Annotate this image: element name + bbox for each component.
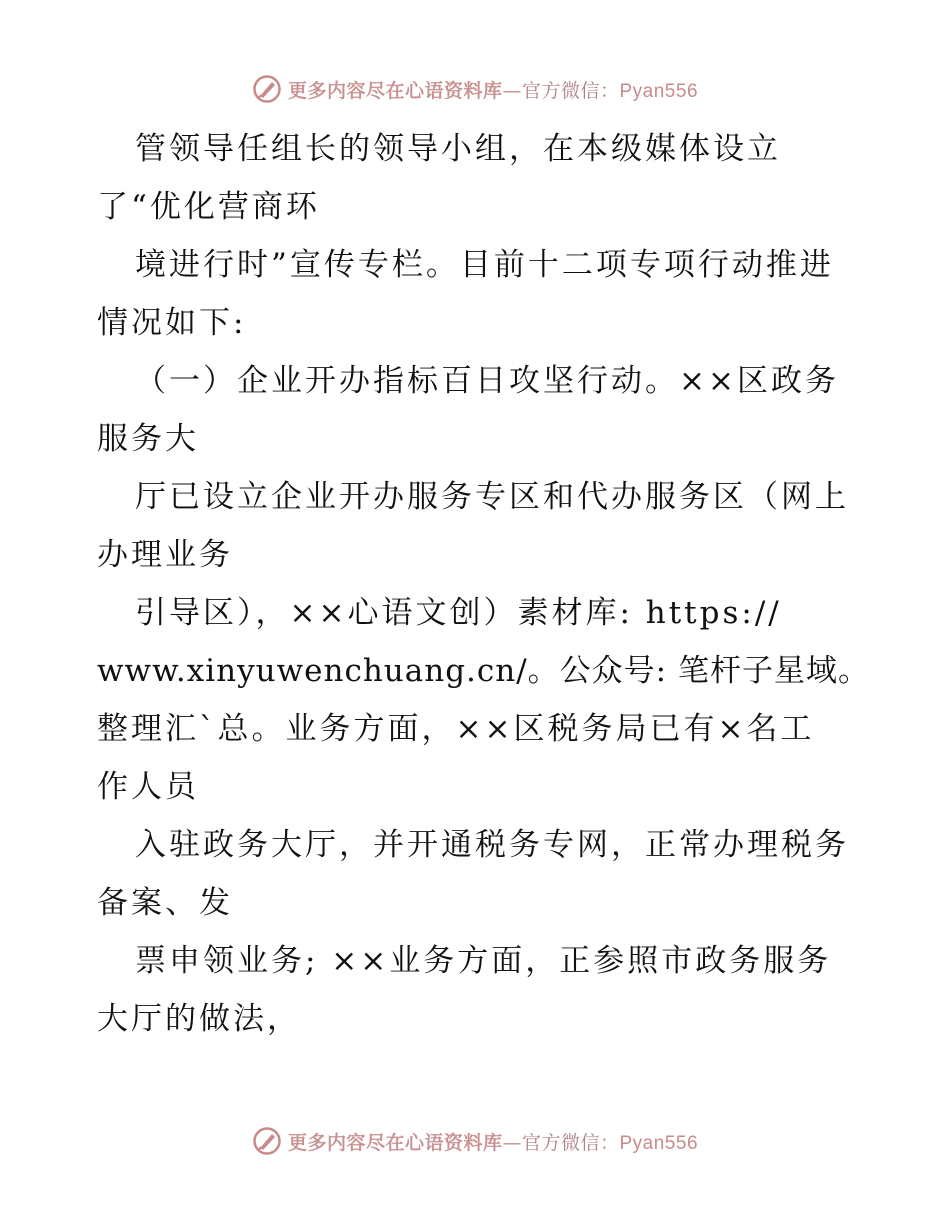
text-line: 了“优化营商环 [97,189,320,225]
watermark-dash: — [502,79,522,102]
text-line: 境进行时”宣传专栏。目前十二项专项行动推进 [135,247,834,283]
text-line: 厅已设立企业开办服务专区和代办服务区（网上 [135,479,849,515]
text-line: www.xinyuwenchuang.cn/。公众号: 笔杆子星域。 [97,653,870,689]
text-line: （一）企业开办指标百日攻坚行动。××区政务 [135,363,839,399]
text-line: 引导区），××心语文创）素材库: https:// [135,595,782,631]
document-body [97,120,877,1048]
footer-watermark [0,1126,950,1156]
text-line: 管领导任组长的领导小组，在本级媒体设立 [135,131,781,167]
watermark-brand: 更多内容尽在心语资料库 [287,1131,503,1154]
quill-pen-logo-icon [252,74,282,104]
text-line: 入驻政务大厅，并开通税务专网，正常办理税务 [135,827,849,863]
text-line: 票申领业务; ××业务方面，正参照市政务服务 [135,943,832,979]
header-watermark [0,74,950,104]
text-line: 备案、发 [97,885,233,921]
text-line: 服务大 [97,421,199,457]
watermark-wechat-label: 官方微信： [521,1131,620,1154]
text-line: 整理汇`总。业务方面，××区税务局已有×名工 [97,711,815,747]
text-line: 办理业务 [97,537,233,573]
text-line: 情况如下: [97,305,247,341]
text-line: 大厅的做法， [97,1001,301,1037]
text-line: 作人员 [97,769,199,805]
quill-pen-logo-icon [252,1126,282,1156]
watermark-dash: — [502,1131,522,1154]
watermark-brand: 更多内容尽在心语资料库 [287,79,503,102]
watermark-wechat-id: Pyan556 [619,1132,699,1154]
watermark-wechat-label: 官方微信： [521,79,620,102]
watermark-wechat-id: Pyan556 [619,80,699,102]
